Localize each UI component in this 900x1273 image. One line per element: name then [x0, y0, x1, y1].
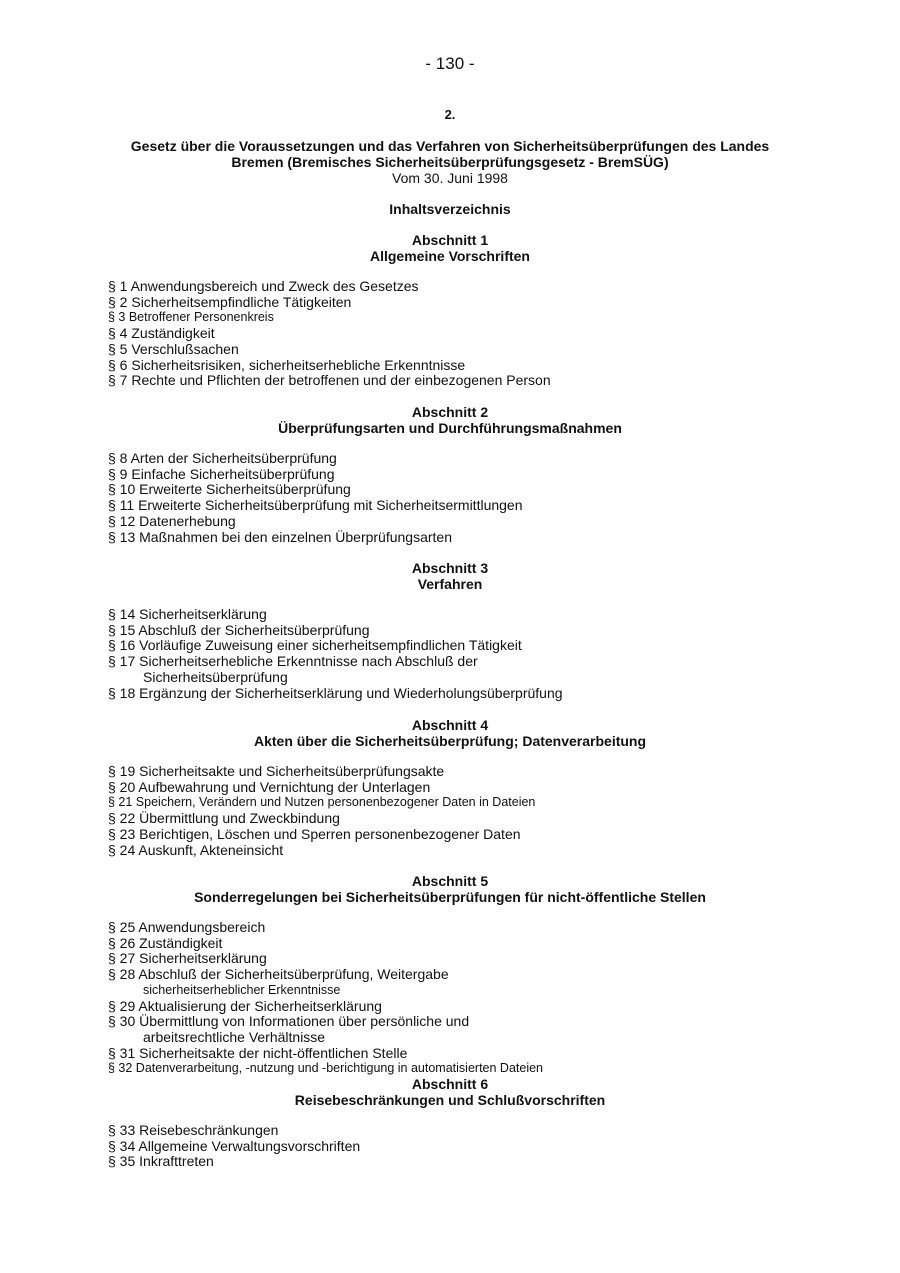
section-6-list: [108, 1123, 360, 1170]
continuation-text: arbeitsrechtliche Verhältnisse: [143, 1028, 326, 1045]
toc-entry-continuation: [108, 1030, 543, 1046]
toc-entry: § 7 Rechte und Pflichten der betroffenen und der einbezogenen Person: [108, 372, 551, 389]
continuation-text: sicherheitserheblicher Erkenntnisse: [143, 982, 341, 997]
section-label: Abschnitt 6: [411, 1076, 489, 1092]
toc-entry: § 16 Vorläufige Zuweisung einer sicherheitsempfindlichen Tätigkeit: [108, 637, 522, 654]
section-6-heading: [0, 1076, 900, 1108]
toc-entry: § 25 Anwendungsbereich: [108, 919, 266, 935]
toc-entry: § 11 Erweiterte Sicherheitsüberprüfung mit Sicherheitsermittlungen: [108, 497, 523, 514]
toc-entry: § 23 Berichtigen, Löschen und Sperren personenbezogener Daten: [108, 825, 521, 842]
toc-entry: § 8 Arten der Sicherheitsüberprüfung: [108, 450, 337, 466]
toc-entry: § 29 Aktualisierung der Sicherheitserklärung: [108, 997, 382, 1014]
page-number: - 130 -: [425, 54, 475, 73]
toc-entry: § 19 Sicherheitsakte und Sicherheitsüberprüfungsakte: [108, 763, 445, 779]
toc-entry: § 32 Datenverarbeitung, -nutzung und -berichtigung in automatisierten Dateien: [108, 1061, 543, 1076]
toc-entry: § 27 Sicherheitserklärung: [108, 950, 267, 967]
section-5-heading: [0, 873, 900, 905]
toc-entry: § 13 Maßnahmen bei den einzelnen Überprüfungsarten: [108, 528, 453, 545]
law-title-line-1: Gesetz über die Voraussetzungen und das Verfahren von Sicherheitsüberprüfungen des Landes: [130, 138, 770, 154]
law-date: Vom 30. Juni 1998: [392, 170, 508, 186]
toc-entry: § 33 Reisebeschränkungen: [108, 1122, 279, 1138]
law-title-line-2: Bremen (Bremisches Sicherheitsüberprüfungsgesetz - BremSÜG): [231, 154, 669, 170]
section-title: Überprüfungsarten und Durchführungsmaßnahmen: [278, 420, 622, 436]
section-label: Abschnitt 3: [411, 560, 489, 576]
toc-entry: § 21 Speichern, Verändern und Nutzen personenbezogener Daten in Dateien: [108, 795, 536, 810]
toc-entry: § 20 Aufbewahrung und Vernichtung der Unterlagen: [108, 778, 431, 795]
toc-entry: § 17 Sicherheitserhebliche Erkenntnisse nach Abschluß der: [108, 653, 478, 670]
toc-entry: § 28 Abschluß der Sicherheitsüberprüfung, Weitergabe: [108, 966, 449, 983]
section-3-list: [108, 607, 563, 701]
toc-entry: § 24 Auskunft, Akteneinsicht: [108, 841, 284, 858]
section-2-list: [108, 451, 523, 545]
section-5-list: [108, 920, 543, 1077]
section-4-heading: [0, 717, 900, 749]
section-2-heading: [0, 404, 900, 436]
toc-entry: § 15 Abschluß der Sicherheitsüberprüfung: [108, 621, 370, 638]
toc-title: Inhaltsverzeichnis: [389, 201, 511, 217]
toc-entry: § 4 Zuständigkeit: [108, 325, 215, 342]
toc-entry: § 5 Verschlußsachen: [108, 340, 239, 357]
section-title: Verfahren: [417, 576, 483, 592]
section-label: Abschnitt 2: [411, 404, 489, 420]
section-label: Abschnitt 4: [411, 717, 489, 733]
section-title: Sonderregelungen bei Sicherheitsüberprüfungen für nicht-öffentliche Stellen: [194, 889, 706, 905]
law-number: 2.: [444, 107, 456, 122]
section-title: Allgemeine Vorschriften: [369, 248, 530, 264]
section-label: Abschnitt 5: [411, 873, 489, 889]
toc-entry: § 1 Anwendungsbereich und Zweck des Gesetzes: [108, 278, 419, 294]
toc-entry: § 34 Allgemeine Verwaltungsvorschriften: [108, 1137, 361, 1154]
toc-entry: § 35 Inkrafttreten: [108, 1153, 214, 1170]
toc-entry-continuation: [108, 670, 563, 686]
continuation-text: Sicherheitsüberprüfung: [143, 668, 288, 685]
section-label: Abschnitt 1: [411, 232, 489, 248]
toc-entry: § 3 Betroffener Personenkreis: [108, 310, 274, 325]
toc-entry: § 12 Datenerhebung: [108, 512, 236, 529]
toc-entry: § 10 Erweiterte Sicherheitsüberprüfung: [108, 481, 351, 498]
section-3-heading: [0, 560, 900, 592]
toc-entry: § 31 Sicherheitsakte der nicht-öffentlichen Stelle: [108, 1044, 408, 1061]
toc-entry: § 30 Übermittlung von Informationen über persönliche und: [108, 1013, 470, 1030]
toc-entry: § 14 Sicherheitserklärung: [108, 606, 267, 622]
toc-entry: § 26 Zuständigkeit: [108, 934, 223, 951]
section-4-list: [108, 764, 535, 858]
section-1-list: [108, 279, 551, 389]
section-title: Akten über die Sicherheitsüberprüfung; Datenverarbeitung: [253, 733, 647, 749]
toc-entry-continuation: [108, 983, 543, 999]
section-1-heading: [0, 232, 900, 264]
toc-entry: § 22 Übermittlung und Zweckbindung: [108, 810, 340, 827]
toc-entry: § 9 Einfache Sicherheitsüberprüfung: [108, 465, 335, 482]
toc-entry: § 18 Ergänzung der Sicherheitserklärung und Wiederholungsüberprüfung: [108, 684, 563, 701]
toc-entry: § 6 Sicherheitsrisiken, sicherheitserhebliche Erkenntnisse: [108, 356, 466, 373]
section-title: Reisebeschränkungen und Schlußvorschriften: [294, 1092, 606, 1108]
law-header: [0, 138, 900, 186]
toc-entry: § 2 Sicherheitsempfindliche Tätigkeiten: [108, 293, 352, 310]
